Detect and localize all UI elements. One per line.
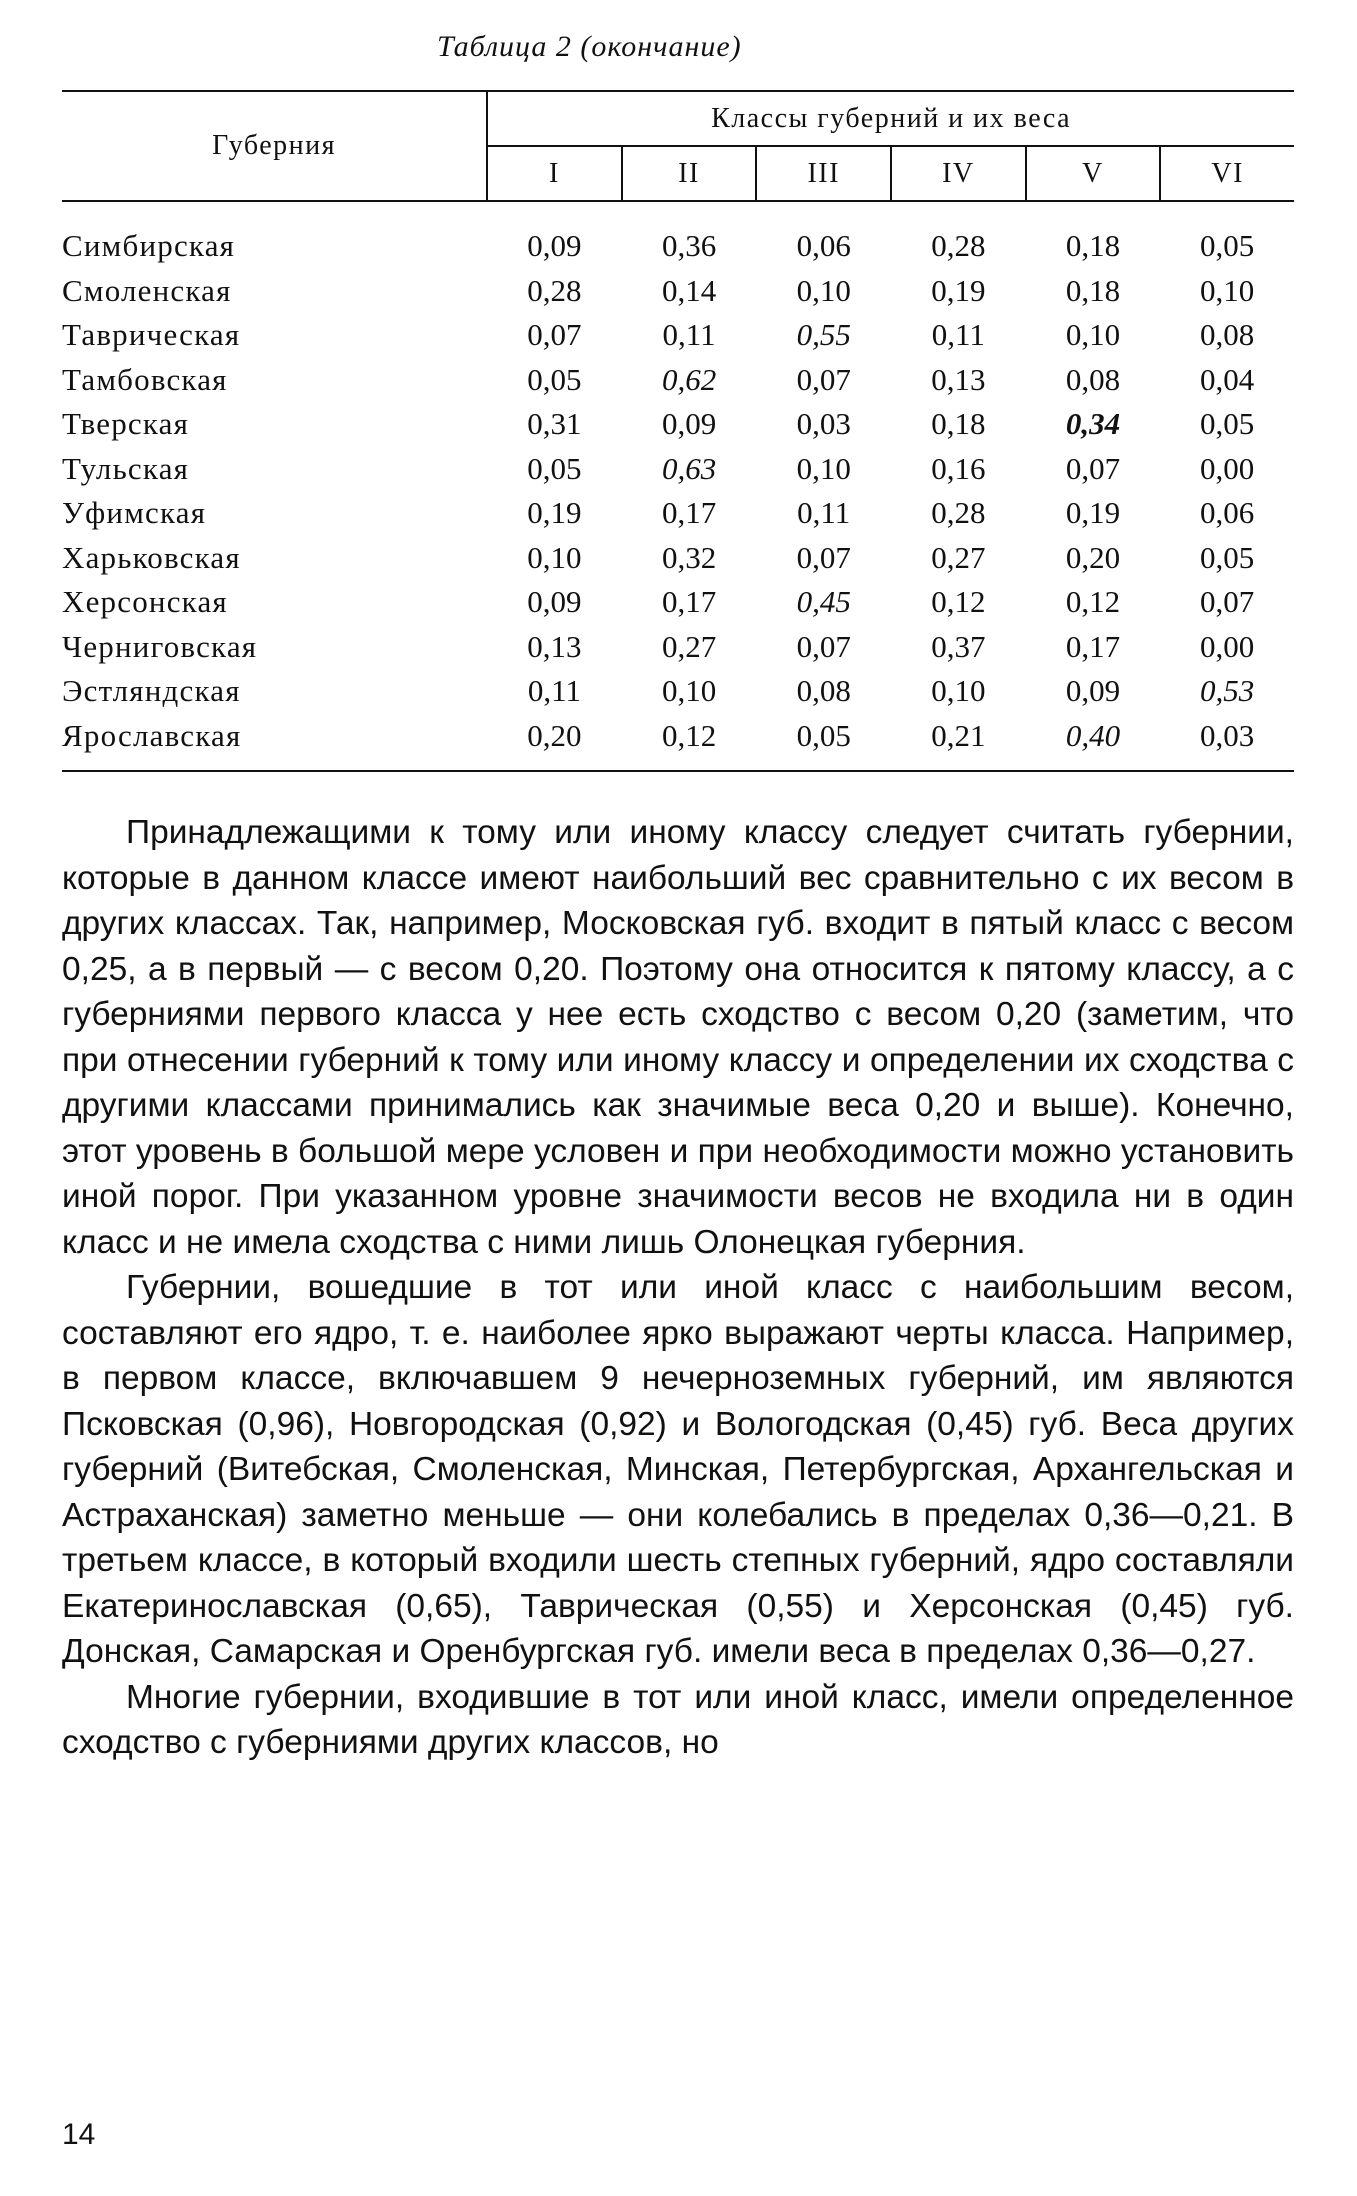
table-row [62,402,1294,447]
weight-cell: 0,20 [1065,539,1121,575]
table-row [62,491,1294,536]
weight-cell: 0,08 [796,673,851,709]
weight-cell: 0,09 [527,584,582,620]
weight-cell-emphasized: 0,55 [796,317,851,353]
province-name: Эстляндская [62,673,241,709]
weight-cell: 0,08 [1065,361,1121,397]
classes-group-header: Классы губерний и их веса [487,91,1294,146]
weight-cell: 0,07 [527,317,582,353]
weight-cell: 0,12 [931,584,986,620]
class-header-1: I [487,146,622,201]
page-number: 14 [62,2118,96,2151]
table-caption: Таблица 2 (окончание) [437,30,742,63]
class-header-3: III [756,146,891,201]
weight-cell: 0,28 [931,228,986,264]
weight-cell: 0,03 [1160,714,1294,772]
weight-cell: 0,06 [1200,495,1255,531]
paragraph: Принадлежащими к тому или иному классу следует считать губернии, которые в данном классе имеют наибольший вес сравнительно с их весом в других классах. Так, например, Московская губ. входит в пятый класс с весом 0,25, а в первый — с весом 0,20. Поэтому она относится к пятому классу, а с губерниями первого класса у нее есть сходство с весом 0,20 (заметим, что при отнесении губерний к тому или иному классу и определении их сходства с другими классами принимались как значимые веса 0,20 и выше). Конечно, этот уровень в большой мере условен и при необходимости можно установить иной порог. При указанном уровне значимости весов не входила ни в один класс и не имела сходства с ними лишь Олонецкая губерния. [62,814,1294,1261]
weight-cell: 0,28 [527,272,582,308]
weight-cell: 0,27 [931,539,986,575]
weight-cell-emphasized: 0,45 [796,584,851,620]
weight-cell: 0,07 [796,539,851,575]
paragraph: Губернии, вошедшие в тот или иной класс с наибольшим весом, составляют его ядро, т. е. наиболее ярко выражают черты класса. Например, в первом классе, включавшем 9 нечерноземных губерний, им являются Псковская (0,96), Новгородская (0,92) и Вологодская (0,45) губ. Веса других губерний (Витебская, Смоленская, Минская, Петербургская, Архангельская и Астраханская) заметно меньше — они колебались в пределах 0,36—0,21. В третьем классе, в который входили шесть степных губерний, ядро составляли Екатеринославская (0,65), Таврическая (0,55) и Херсонская (0,45) губ. Донская, Самарская и Оренбургская губ. имели веса в пределах 0,36—0,27. [62,1269,1294,1670]
province-name: Харьковская [62,539,241,575]
class-header-2: II [622,146,757,201]
weight-cell: 0,19 [931,272,986,308]
province-column-header: Губерния [62,91,487,201]
weight-cell: 0,05 [1200,406,1255,442]
weight-cell: 0,32 [661,539,717,575]
weight-cell-emphasized: 0,40 [1026,714,1161,772]
weight-cell: 0,10 [1065,317,1121,353]
weight-cell: 0,05 [1200,228,1255,264]
province-name: Таврическая [62,317,241,353]
weight-cell: 0,28 [931,495,986,531]
weight-cell: 0,07 [796,628,851,664]
weight-cell: 0,17 [661,584,717,620]
weight-cell: 0,27 [661,628,717,664]
province-name: Тверская [62,406,190,442]
weight-cell: 0,10 [796,272,851,308]
province-name: Тульская [62,450,190,486]
weight-cell: 0,19 [527,495,582,531]
weight-cell: 0,18 [1065,272,1121,308]
weight-cell: 0,10 [796,450,851,486]
province-name: Смоленская [62,272,232,308]
class-header-5: V [1026,146,1161,201]
table-row [62,669,1294,714]
weight-cell: 0,18 [931,406,986,442]
weight-cell: 0,10 [661,673,717,709]
class-header-4: IV [891,146,1026,201]
weight-cell: 0,04 [1200,361,1255,397]
weight-cell: 0,09 [661,406,717,442]
weight-cell: 0,13 [931,361,986,397]
province-name: Ярославская [62,714,487,772]
table-row [62,625,1294,670]
table-row [62,536,1294,581]
weight-cell: 0,17 [661,495,717,531]
weight-cell: 0,07 [1200,584,1255,620]
weight-cell: 0,11 [931,317,985,353]
weight-cell: 0,00 [1200,628,1255,664]
weight-cell: 0,21 [891,714,1026,772]
weight-cell: 0,08 [1200,317,1255,353]
province-name: Тамбовская [62,361,228,397]
weight-cell: 0,06 [796,228,851,264]
weight-cell: 0,36 [661,228,717,264]
weight-cell: 0,12 [622,714,757,772]
table-row [62,358,1294,403]
weight-cell: 0,03 [796,406,851,442]
weights-table [62,90,1294,772]
table-row [62,580,1294,625]
weight-cell: 0,12 [1065,584,1121,620]
province-name: Херсонская [62,584,228,620]
weight-cell: 0,13 [527,628,582,664]
weight-cell: 0,11 [662,317,716,353]
weight-cell: 0,09 [527,228,582,264]
table-row [62,714,1294,772]
weight-cell: 0,18 [1065,228,1121,264]
weight-cell: 0,09 [1065,673,1121,709]
weight-cell: 0,10 [931,673,986,709]
weight-cell: 0,37 [931,628,986,664]
paragraph: Многие губернии, входившие в тот или иной класс, имели определенное сходство с губерниями других классов, но [62,1678,1294,1761]
table-row [62,313,1294,358]
province-name: Черниговская [62,628,258,664]
weight-cell: 0,20 [487,714,622,772]
weight-cell: 0,07 [796,361,851,397]
weight-cell: 0,05 [756,714,891,772]
body-text [62,810,1294,1766]
table-row [62,447,1294,492]
weight-cell: 0,10 [1200,272,1255,308]
weight-cell: 0,14 [661,272,717,308]
weight-cell: 0,00 [1200,450,1255,486]
weight-cell: 0,11 [797,495,851,531]
weight-cell: 0,05 [527,450,582,486]
weight-cell: 0,31 [527,406,582,442]
page [62,30,1294,1766]
weight-cell: 0,16 [931,450,986,486]
province-name: Симбирская [62,228,236,264]
weight-cell: 0,05 [527,361,582,397]
weight-cell: 0,19 [1065,495,1121,531]
weight-cell: 0,17 [1065,628,1121,664]
weight-cell-emphasized: 0,53 [1200,673,1255,709]
weight-cell: 0,11 [527,673,581,709]
weight-cell-emphasized: 0,34 [1065,406,1121,442]
weight-cell: 0,07 [1065,450,1121,486]
weight-cell-emphasized: 0,62 [661,361,717,397]
table-row [62,269,1294,314]
weight-cell: 0,05 [1200,539,1255,575]
weight-cell-emphasized: 0,63 [661,450,717,486]
weight-cell: 0,10 [527,539,582,575]
province-name: Уфимская [62,495,207,531]
table-row [62,224,1294,269]
class-header-6: VI [1160,146,1294,201]
